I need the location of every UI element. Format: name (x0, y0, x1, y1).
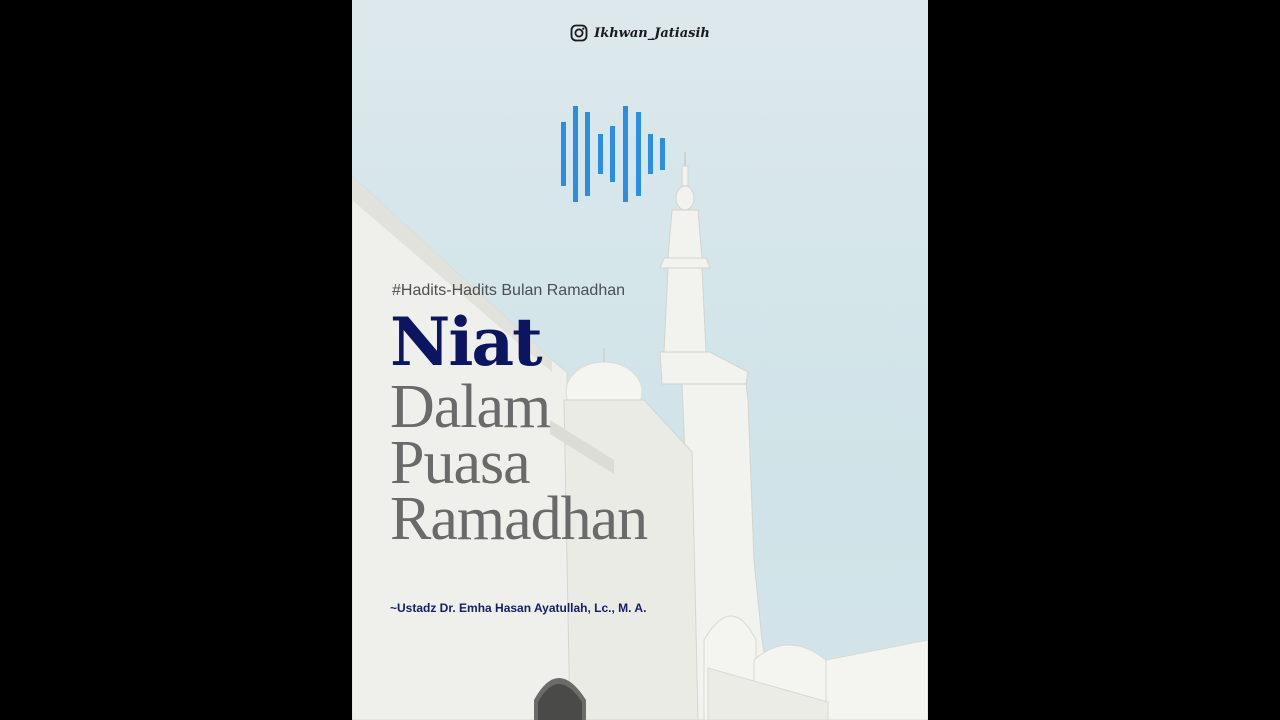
instagram-icon (570, 24, 588, 42)
author-credit: ~Ustadz Dr. Emha Hasan Ayatullah, Lc., M. A. (390, 601, 647, 615)
sound-wave-icon (558, 104, 668, 204)
title-line-3: Puasa (390, 429, 530, 497)
title-line-2: Dalam (390, 373, 551, 441)
hashtag: #Hadits-Hadits Bulan Ramadhan (392, 282, 626, 299)
title-line-1: Niat (390, 303, 541, 381)
instagram-handle[interactable] (352, 24, 928, 42)
instagram-handle-text: Ikhwan_Jatiasih (594, 25, 710, 41)
title-line-4: Ramadhan (390, 485, 648, 553)
video-poster (352, 0, 928, 720)
